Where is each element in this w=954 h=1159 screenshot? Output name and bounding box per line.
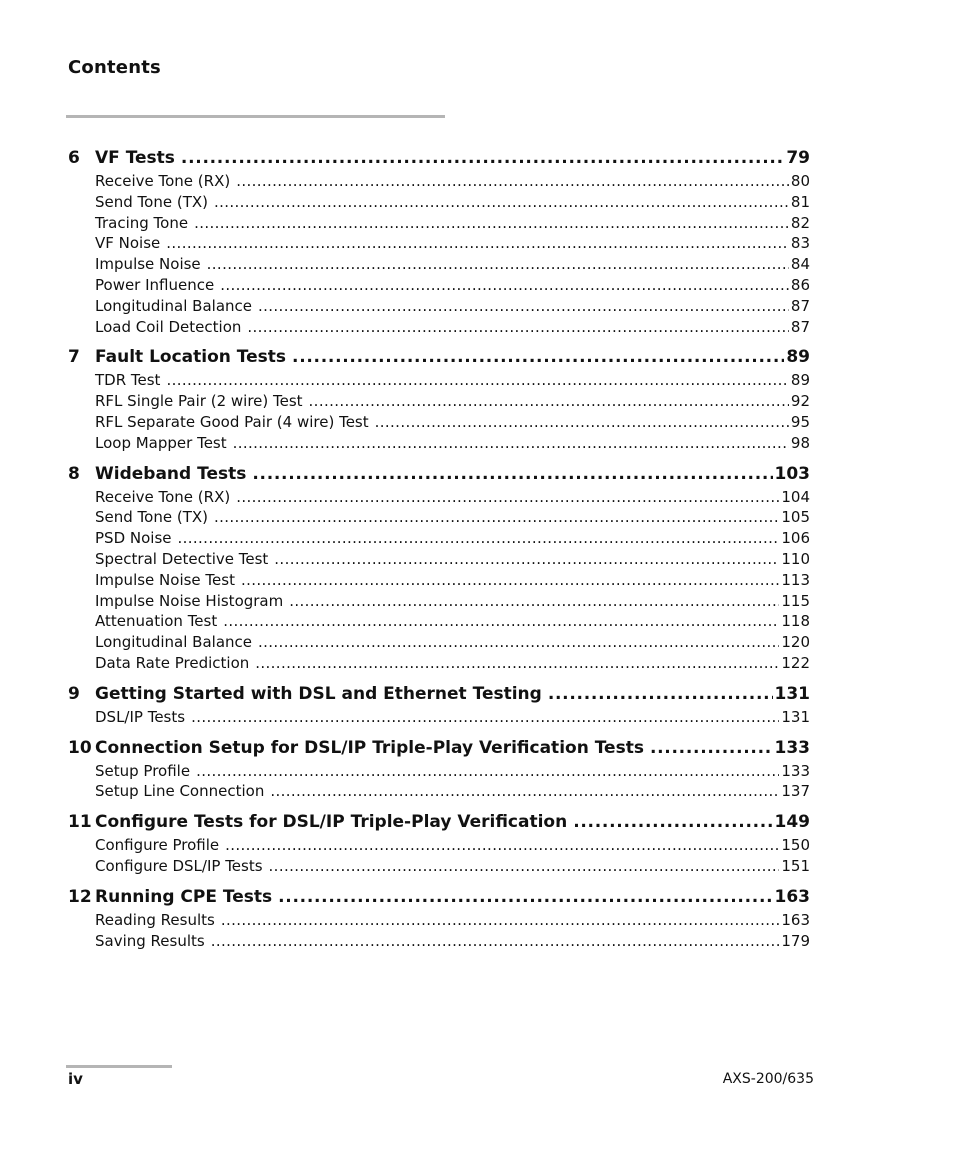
section-title: Spectral Detective Test: [95, 549, 269, 568]
toc-chapter-entry[interactable]: [68, 810, 810, 835]
section-title: Longitudinal Balance: [95, 296, 253, 315]
section-title: Longitudinal Balance: [95, 633, 253, 652]
toc-section-entry[interactable]: [68, 611, 810, 632]
section-page-number: 115: [781, 591, 810, 610]
dot-leader: [181, 146, 784, 171]
chapter-number: 10: [68, 737, 92, 758]
page-title: Contents: [68, 57, 161, 78]
section-page-number: 120: [781, 633, 810, 652]
dot-leader: [166, 370, 788, 391]
section-page-number: 179: [781, 931, 810, 950]
dot-leader: [573, 810, 772, 835]
toc-section-entry[interactable]: [68, 507, 810, 528]
dot-leader: [214, 192, 789, 213]
section-page-number: 163: [781, 910, 810, 929]
chapter-number: 6: [68, 148, 80, 168]
toc-section-entry[interactable]: [68, 761, 810, 782]
section-title: Send Tone (TX): [95, 192, 208, 211]
section-page-number: 80: [790, 172, 810, 190]
dot-leader: [269, 856, 780, 877]
section-page-number: 92: [790, 392, 810, 411]
toc-chapter-entry[interactable]: [68, 146, 810, 171]
section-title: Impulse Noise: [95, 255, 201, 274]
toc-section-entry[interactable]: [68, 528, 810, 549]
toc-section-entry[interactable]: [68, 213, 810, 234]
dot-leader: [252, 462, 772, 487]
section-page-number: 137: [781, 782, 810, 801]
toc-chapter: [68, 682, 810, 728]
section-page-number: 81: [790, 192, 810, 211]
dot-leader: [309, 391, 789, 412]
dot-leader: [214, 507, 779, 528]
toc-section-entry[interactable]: [68, 835, 810, 856]
section-title: DSL/IP Tests: [95, 707, 186, 726]
chapter-number: 8: [68, 463, 80, 484]
toc-section-entry[interactable]: [68, 632, 810, 653]
dot-leader: [255, 653, 779, 674]
chapter-page-number: 89: [786, 347, 810, 368]
toc-chapter: [68, 345, 810, 453]
dot-leader: [211, 931, 780, 952]
chapter-number: 11: [68, 812, 92, 833]
dot-leader: [650, 736, 773, 761]
section-title: Setup Profile: [95, 761, 191, 780]
toc-chapter: [68, 462, 810, 674]
section-title: Receive Tone (RX): [95, 172, 231, 190]
section-title: TDR Test: [95, 371, 161, 390]
toc-chapter: [68, 146, 810, 337]
section-page-number: 98: [790, 433, 810, 452]
section-title: Configure DSL/IP Tests: [95, 856, 263, 875]
product-name: AXS-200/635: [722, 1071, 814, 1087]
dot-leader: [220, 275, 789, 296]
toc-chapter-entry[interactable]: [68, 736, 810, 761]
toc-chapter: [68, 736, 810, 803]
section-title: Tracing Tone: [95, 213, 189, 232]
dot-leader: [289, 591, 779, 612]
chapter-title: Wideband Tests: [95, 463, 247, 484]
section-page-number: 104: [781, 487, 810, 506]
section-page-number: 118: [781, 612, 810, 631]
section-page-number: 133: [781, 761, 810, 780]
section-page-number: 86: [790, 275, 810, 294]
toc-section-entry[interactable]: [68, 370, 810, 391]
toc-section-entry[interactable]: [68, 549, 810, 570]
chapter-title: Getting Started with DSL and Ethernet Testing: [95, 683, 542, 704]
toc-section-entry[interactable]: [68, 317, 810, 338]
toc-section-entry[interactable]: [68, 570, 810, 591]
section-page-number: 110: [781, 549, 810, 568]
section-title: Configure Profile: [95, 836, 220, 855]
section-page-number: 84: [790, 255, 810, 274]
section-title: Reading Results: [95, 910, 215, 929]
dot-leader: [548, 682, 773, 707]
dot-leader: [278, 885, 772, 910]
toc-section-entry[interactable]: [68, 856, 810, 877]
section-title: RFL Single Pair (2 wire) Test: [95, 392, 303, 411]
section-page-number: 151: [781, 856, 810, 875]
toc-section-entry[interactable]: [68, 910, 810, 931]
chapter-page-number: 79: [786, 148, 810, 168]
section-title: Impulse Noise Test: [95, 570, 235, 589]
toc-section-entry[interactable]: [68, 433, 810, 454]
dot-leader: [236, 487, 779, 508]
toc-section-entry[interactable]: [68, 391, 810, 412]
dot-leader: [274, 549, 779, 570]
toc-chapter: [68, 810, 810, 877]
dot-leader: [196, 761, 779, 782]
toc-chapter-entry[interactable]: [68, 345, 810, 370]
dot-leader: [247, 317, 789, 338]
dot-leader: [223, 611, 779, 632]
chapter-title: Fault Location Tests: [95, 347, 287, 368]
section-title: Load Coil Detection: [95, 317, 242, 336]
toc-section-entry[interactable]: [68, 707, 810, 728]
section-title: Impulse Noise Histogram: [95, 591, 284, 610]
dot-leader: [270, 781, 779, 802]
dot-leader: [225, 835, 779, 856]
toc-section-entry[interactable]: [68, 781, 810, 802]
section-page-number: 113: [781, 570, 810, 589]
section-title: Attenuation Test: [95, 612, 218, 631]
dot-leader: [166, 233, 789, 254]
dot-leader: [207, 254, 789, 275]
section-page-number: 131: [781, 707, 810, 726]
dot-leader: [178, 528, 780, 549]
toc-chapter-entry[interactable]: [68, 462, 810, 487]
toc-chapter-entry[interactable]: [68, 885, 810, 910]
chapter-number: 12: [68, 886, 92, 907]
section-page-number: 122: [781, 653, 810, 672]
chapter-page-number: 103: [774, 463, 810, 484]
chapter-page-number: 131: [774, 683, 810, 704]
table-of-contents: [68, 146, 810, 959]
toc-section-entry[interactable]: [68, 275, 810, 296]
dot-leader: [194, 213, 789, 234]
toc-section-entry[interactable]: [68, 192, 810, 213]
dot-leader: [292, 345, 784, 370]
section-title: Saving Results: [95, 931, 205, 950]
toc-section-entry[interactable]: [68, 653, 810, 674]
dot-leader: [241, 570, 779, 591]
toc-section-entry[interactable]: [68, 296, 810, 317]
chapter-page-number: 149: [774, 812, 810, 833]
section-page-number: 89: [790, 371, 810, 390]
section-page-number: 83: [790, 234, 810, 253]
toc-section-entry[interactable]: [68, 931, 810, 952]
chapter-title: VF Tests: [95, 148, 175, 168]
toc-chapter: [68, 885, 810, 952]
dot-leader: [258, 632, 779, 653]
footer-divider: [66, 1065, 172, 1068]
section-page-number: 82: [790, 213, 810, 232]
chapter-page-number: 133: [774, 737, 810, 758]
toc-chapter-entry[interactable]: [68, 682, 810, 707]
section-page-number: 105: [781, 508, 810, 527]
section-page-number: 87: [790, 317, 810, 336]
section-title: Loop Mapper Test: [95, 433, 227, 452]
chapter-number: 9: [68, 683, 80, 704]
toc-section-entry[interactable]: [68, 171, 810, 192]
section-page-number: 95: [790, 412, 810, 431]
page-number: iv: [68, 1070, 83, 1088]
dot-leader: [191, 707, 779, 728]
section-title: Power Influence: [95, 275, 215, 294]
chapter-title: Running CPE Tests: [95, 886, 273, 907]
toc-section-entry[interactable]: [68, 233, 810, 254]
toc-section-entry[interactable]: [68, 254, 810, 275]
chapter-number: 7: [68, 347, 80, 368]
header-divider: [66, 115, 445, 118]
dot-leader: [221, 910, 780, 931]
toc-section-entry[interactable]: [68, 487, 810, 508]
dot-leader: [236, 171, 789, 192]
section-title: Setup Line Connection: [95, 782, 265, 801]
chapter-title: Configure Tests for DSL/IP Triple-Play Verification: [95, 812, 568, 833]
section-title: Send Tone (TX): [95, 508, 208, 527]
section-title: PSD Noise: [95, 529, 172, 548]
toc-section-entry[interactable]: [68, 591, 810, 612]
dot-leader: [375, 412, 789, 433]
section-title: Receive Tone (RX): [95, 487, 231, 506]
section-title: RFL Separate Good Pair (4 wire) Test: [95, 412, 369, 431]
chapter-title: Connection Setup for DSL/IP Triple-Play Verification Tests: [95, 737, 644, 758]
section-title: Data Rate Prediction: [95, 653, 250, 672]
section-page-number: 150: [781, 836, 810, 855]
chapter-page-number: 163: [774, 886, 810, 907]
toc-section-entry[interactable]: [68, 412, 810, 433]
section-page-number: 106: [781, 529, 810, 548]
section-page-number: 87: [790, 296, 810, 315]
dot-leader: [258, 296, 789, 317]
section-title: VF Noise: [95, 234, 161, 253]
dot-leader: [233, 433, 789, 454]
